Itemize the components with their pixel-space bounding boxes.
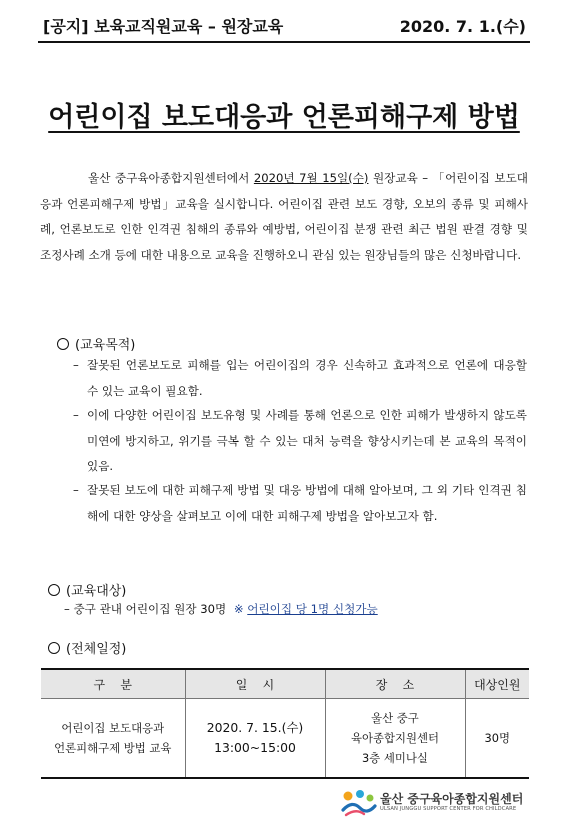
center-logo bbox=[340, 787, 530, 819]
dash-bullet: – bbox=[64, 602, 70, 616]
column-header: 장 소 bbox=[325, 669, 465, 699]
target-note: 어린이집 당 1명 신청가능 bbox=[247, 602, 378, 616]
purpose-item bbox=[73, 353, 527, 404]
notice-date: 2020. 7. 1.(수) bbox=[399, 17, 526, 36]
circle-bullet-icon bbox=[48, 642, 60, 654]
target-line bbox=[64, 601, 378, 617]
purpose-item-text: 이에 다양한 어린이집 보도유형 및 사례를 통해 언론으로 인한 피해가 발생하지 않도록 미연에 방지하고, 위기를 극복 할 수 있는 대처 능력을 향상시키는데 본 교육의 목적이 있음. bbox=[87, 408, 527, 473]
cell-datetime bbox=[185, 699, 325, 779]
purpose-heading-text: (교육목적) bbox=[75, 338, 136, 353]
cell-line: 울산 중구 bbox=[371, 711, 419, 725]
intro-date: 2020년 7월 15일(수) bbox=[253, 171, 369, 185]
column-header: 대상인원 bbox=[465, 669, 529, 699]
cell-place bbox=[325, 699, 465, 779]
circle-bullet-icon bbox=[48, 584, 60, 596]
cell-count: 30명 bbox=[465, 699, 529, 779]
cell-line: 3층 세미나실 bbox=[362, 751, 428, 765]
cell-category bbox=[41, 699, 185, 779]
logo-name: 울산 중구육아종합지원센터 bbox=[380, 792, 524, 806]
center-logo-icon bbox=[340, 788, 378, 818]
cell-line: 육아종합지원센터 bbox=[350, 731, 440, 745]
logo-subtitle: ULSAN JUNGGU SUPPORT CENTER FOR CHILDCARE bbox=[380, 806, 517, 812]
target-text: 중구 관내 어린이집 원장 30명 bbox=[73, 602, 227, 616]
table-header-row bbox=[41, 669, 529, 699]
purpose-item bbox=[73, 403, 527, 480]
cell-line: 어린이집 보도대응과 bbox=[61, 721, 165, 735]
purpose-heading bbox=[57, 334, 135, 353]
cell-line: 13:00~15:00 bbox=[214, 740, 296, 755]
dash-bullet: – bbox=[73, 408, 79, 422]
document-title: 어린이집 보도대응과 언론피해구제 방법 bbox=[48, 102, 520, 133]
column-header: 일 시 bbox=[185, 669, 325, 699]
dash-bullet: – bbox=[73, 358, 79, 372]
reference-mark-icon: ※ bbox=[233, 602, 244, 616]
intro-paragraph bbox=[40, 166, 528, 268]
target-heading bbox=[48, 580, 126, 599]
target-heading-text: (교육대상) bbox=[66, 584, 127, 599]
schedule-table bbox=[41, 668, 529, 779]
intro-text-after: 원장교육 – 「어린이집 보도대응과 언론피해구제 방법」교육을 실시합니다. 어린이집 관련 보도 경향, 오보의 종류 및 피해사례, 언론보도로 인한 인격권 침해의 종류와 예방법, 어린이집 분쟁 관련 최근 법원 판결 경향 및 조정사례 소개 등에 대한 내용으로 교육을 진행하오니 관심 있는 원장님들의 많은 신청바랍니다. bbox=[40, 171, 529, 262]
cell-line: 언론피해구제 방법 교육 bbox=[54, 741, 172, 755]
column-header: 구 분 bbox=[41, 669, 185, 699]
cell-line: 2020. 7. 15.(수) bbox=[206, 720, 304, 735]
purpose-item-text: 잘못된 언론보도로 피해를 입는 어린이집의 경우 신속하고 효과적으로 언론에 대응할 수 있는 교육이 필요함. bbox=[87, 358, 527, 398]
table-row bbox=[41, 699, 529, 779]
dash-bullet: – bbox=[73, 483, 79, 497]
intro-text-before: 울산 중구육아종합지원센터에서 bbox=[88, 171, 254, 185]
purpose-item bbox=[73, 478, 527, 529]
circle-bullet-icon bbox=[57, 338, 69, 350]
header-divider bbox=[38, 41, 530, 43]
notice-label: [공지] 보육교직원교육 – 원장교육 bbox=[43, 17, 284, 36]
schedule-heading bbox=[48, 638, 126, 657]
purpose-item-text: 잘못된 보도에 대한 피해구제 방법 및 대응 방법에 대해 알아보며, 그 외 기타 인격권 침해에 대한 양상을 살펴보고 이에 대한 피해구제 방법을 알아보고자 함. bbox=[87, 483, 527, 523]
schedule-heading-text: (전체일정) bbox=[66, 642, 127, 657]
